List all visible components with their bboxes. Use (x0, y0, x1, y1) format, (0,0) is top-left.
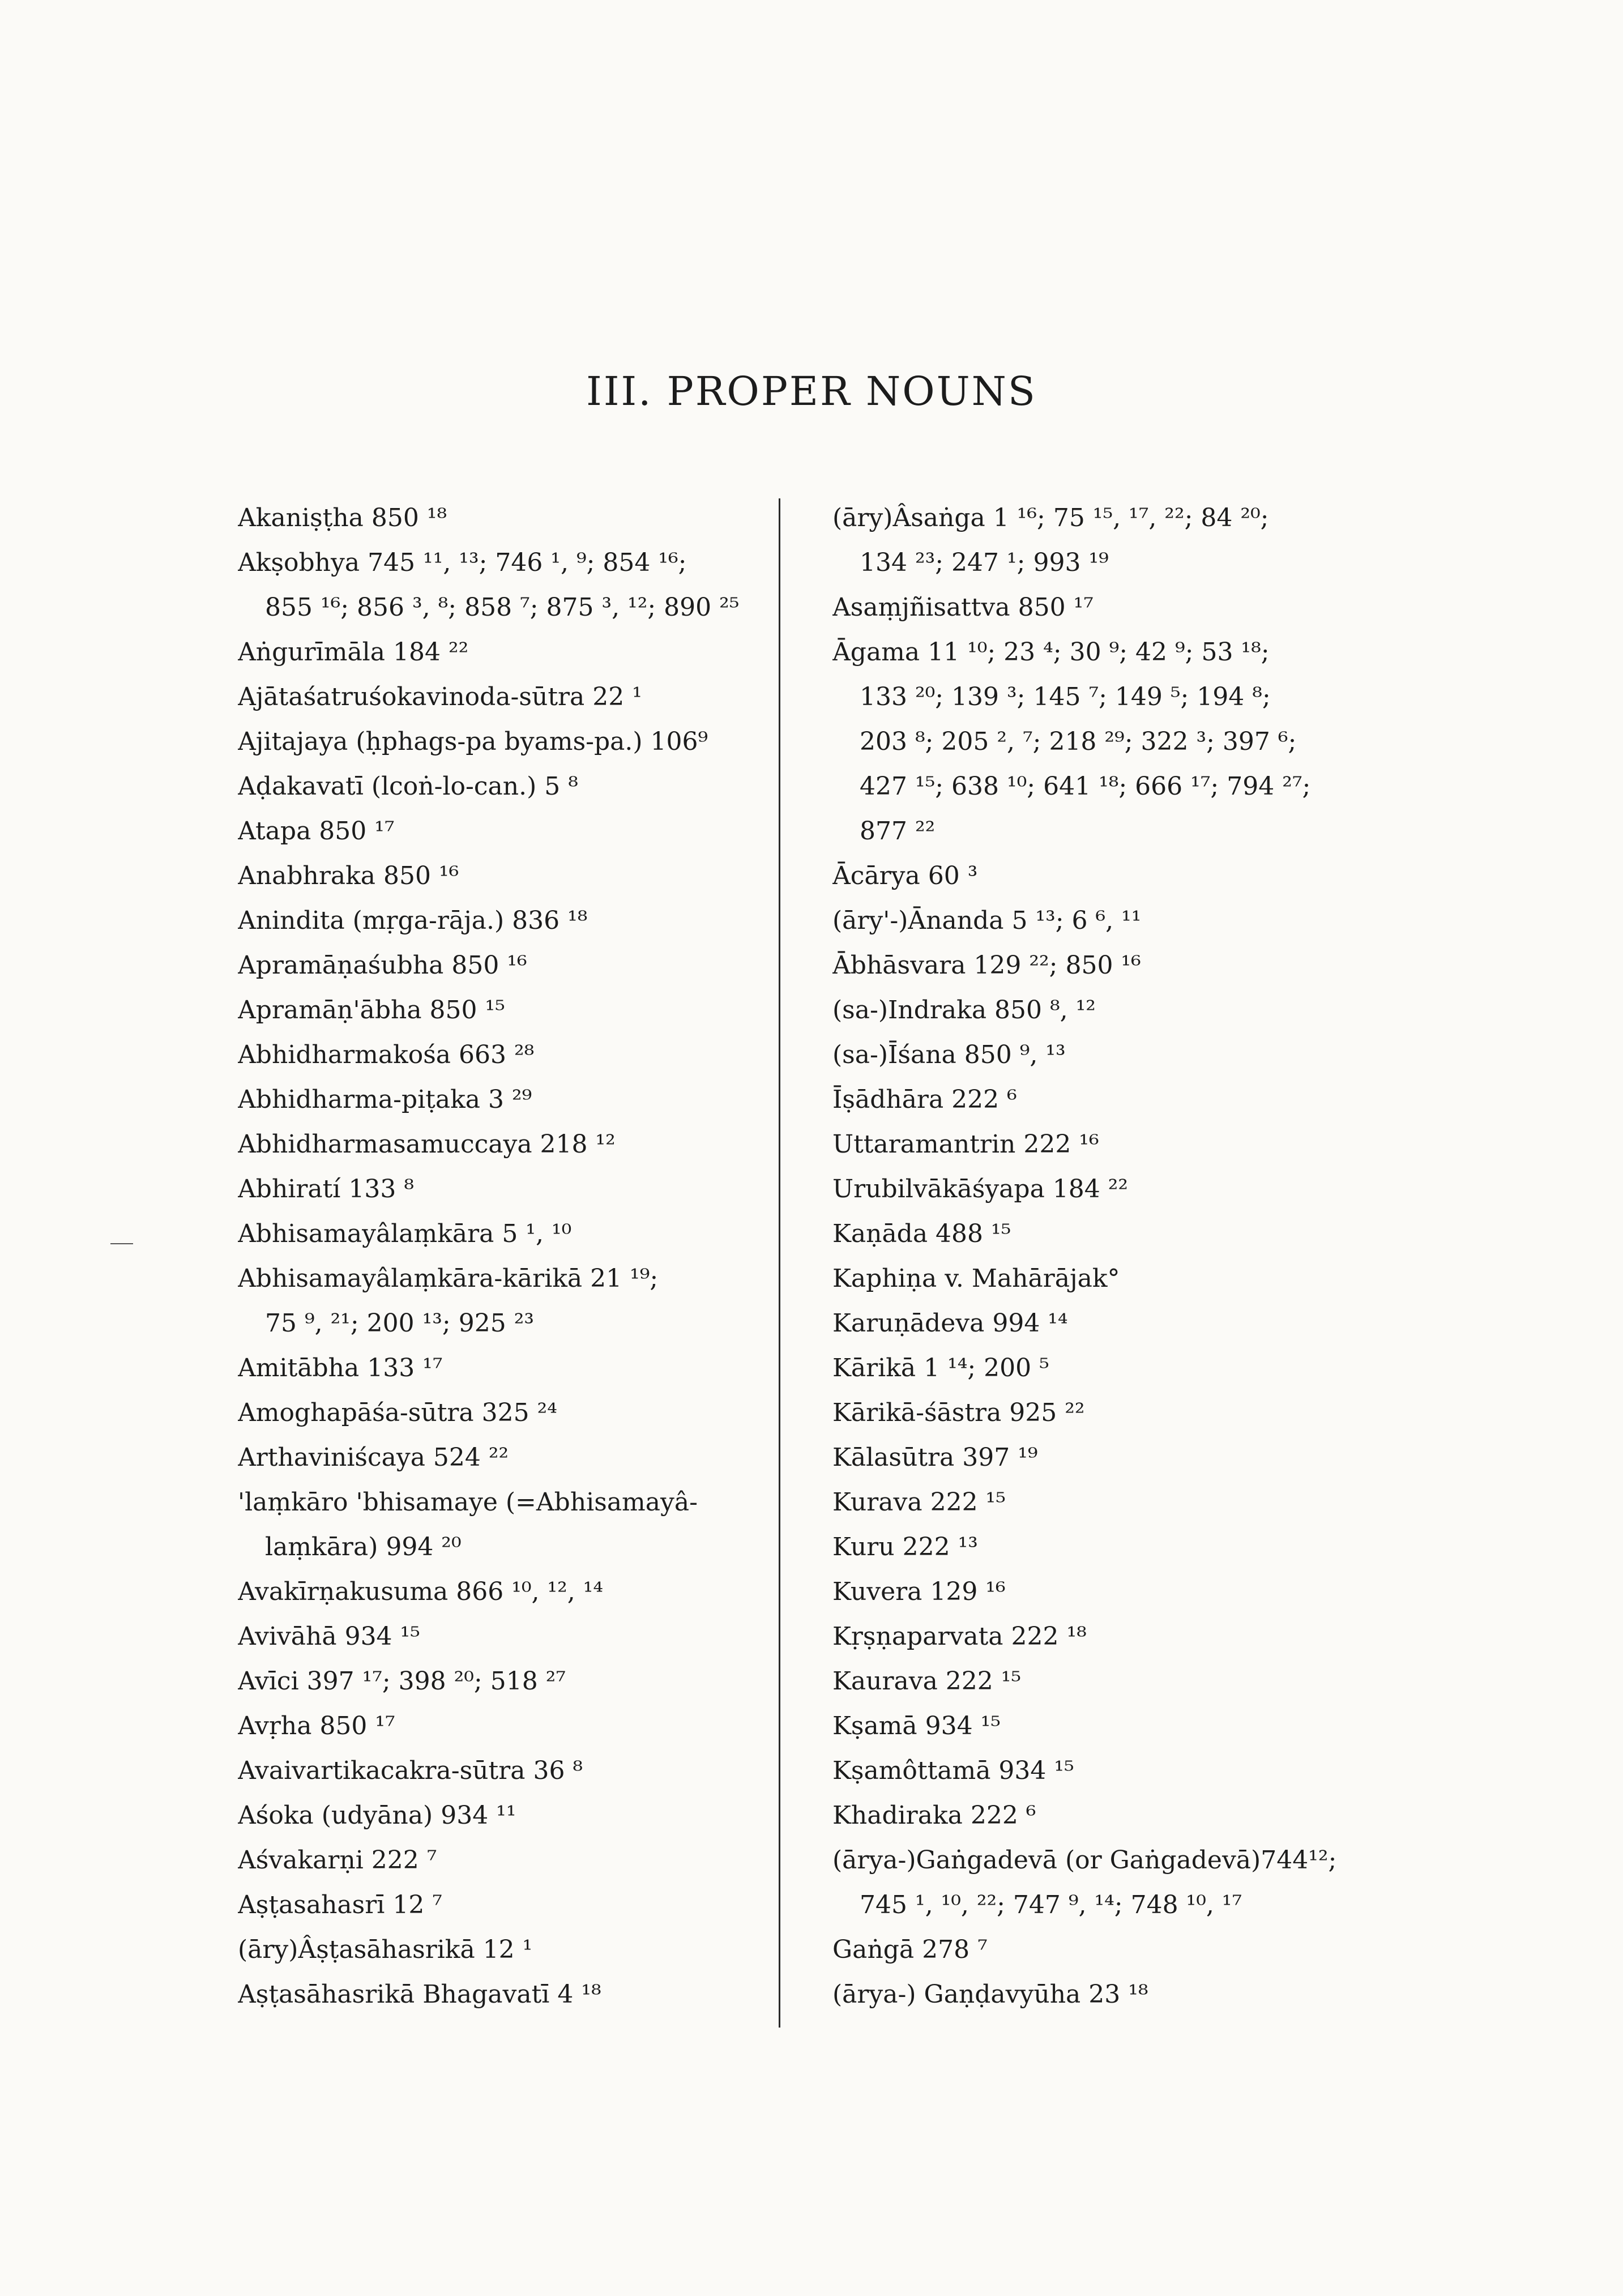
index-entry: Kālasūtra 397 ¹⁹ (832, 1443, 1038, 1472)
index-entry: Abhisamayâlaṃkāra 5 ¹, ¹⁰ (238, 1219, 572, 1248)
page-title: III. PROPER NOUNS (586, 368, 1037, 415)
left-margin-tick (110, 1243, 133, 1244)
index-entry: Anindita (mṛga-rāja.) 836 ¹⁸ (238, 906, 588, 935)
column-divider (779, 498, 780, 2028)
index-entry: Ābhāsvara 129 ²²; 850 ¹⁶ (832, 951, 1141, 980)
index-entry: Aṣṭasahasrī 12 ⁷ (238, 1890, 442, 1919)
index-entry: Avakīrṇakusuma 866 ¹⁰, ¹², ¹⁴ (238, 1577, 604, 1606)
index-entry: Avīci 397 ¹⁷; 398 ²⁰; 518 ²⁷ (238, 1667, 566, 1696)
index-entry: Aśoka (udyāna) 934 ¹¹ (238, 1801, 516, 1830)
index-entry: (sa-)Īśana 850 ⁹, ¹³ (832, 1040, 1066, 1069)
index-entry: Amoghapāśa-sūtra 325 ²⁴ (238, 1398, 557, 1427)
index-entry-continuation: laṃkāra) 994 ²⁰ (265, 1533, 462, 1561)
index-entry: Kuvera 129 ¹⁶ (832, 1577, 1006, 1606)
index-entry: Asaṃjñisattva 850 ¹⁷ (832, 593, 1094, 622)
index-entry-continuation: 75 ⁹, ²¹; 200 ¹³; 925 ²³ (265, 1309, 534, 1338)
index-entry: Abhidharmasamuccaya 218 ¹² (238, 1130, 616, 1159)
index-entry: Kṛṣṇaparvata 222 ¹⁸ (832, 1622, 1087, 1651)
index-entry: Īṣādhāra 222 ⁶ (832, 1085, 1017, 1114)
index-entry: Ajātaśatruśokavinoda-sūtra 22 ¹ (238, 682, 642, 711)
index-entry: Kaṇāda 488 ¹⁵ (832, 1219, 1011, 1248)
index-entry: Avaivartikacakra-sūtra 36 ⁸ (238, 1756, 583, 1785)
index-entry: Aḍakavatī (lcoṅ-lo-can.) 5 ⁸ (238, 772, 578, 801)
index-entry: Aṅgurīmāla 184 ²² (238, 638, 469, 667)
index-entry: Kurava 222 ¹⁵ (832, 1488, 1006, 1517)
index-entry: Amitābha 133 ¹⁷ (238, 1354, 443, 1382)
index-entry: Anabhraka 850 ¹⁶ (238, 861, 459, 890)
index-entry-continuation: 133 ²⁰; 139 ³; 145 ⁷; 149 ⁵; 194 ⁸; (860, 682, 1271, 711)
index-entry: Uttaramantrin 222 ¹⁶ (832, 1130, 1099, 1159)
index-entry: Kṣamôttamā 934 ¹⁵ (832, 1756, 1074, 1785)
index-entry-continuation: 134 ²³; 247 ¹; 993 ¹⁹ (860, 548, 1109, 577)
index-entry-continuation: 855 ¹⁶; 856 ³, ⁸; 858 ⁷; 875 ³, ¹²; 890 ²⁵ (265, 593, 740, 622)
index-entry: Urubilvākāśyapa 184 ²² (832, 1175, 1129, 1204)
index-entry: 'laṃkāro 'bhisamaye (=Abhisamayâ- (238, 1488, 698, 1517)
index-entry: Ajitajaya (ḥphags-pa byams-pa.) 106⁹ (238, 727, 708, 756)
index-entry: (ārya-)Gaṅgadevā (or Gaṅgadevā)744¹²; (832, 1846, 1337, 1875)
index-entry: (ārya-) Gaṇḍavyūha 23 ¹⁸ (832, 1980, 1148, 2009)
index-entry: Kuru 222 ¹³ (832, 1533, 978, 1561)
index-entry: Akaniṣṭha 850 ¹⁸ (238, 503, 447, 532)
right-index-column (832, 496, 1399, 2017)
index-entry: Kaurava 222 ¹⁵ (832, 1667, 1022, 1696)
index-entry: Avivāhā 934 ¹⁵ (238, 1622, 420, 1651)
index-entry: Ācārya 60 ³ (832, 861, 978, 890)
index-entry: Apramāṇaśubha 850 ¹⁶ (238, 951, 527, 980)
index-entry: (āry)Âsaṅga 1 ¹⁶; 75 ¹⁵, ¹⁷, ²²; 84 ²⁰; (832, 503, 1269, 532)
index-entry-continuation: 427 ¹⁵; 638 ¹⁰; 641 ¹⁸; 666 ¹⁷; 794 ²⁷; (860, 772, 1311, 801)
index-entry: Avṛha 850 ¹⁷ (238, 1712, 395, 1740)
index-entry-continuation: 877 ²² (860, 817, 936, 846)
index-entry-continuation: 745 ¹, ¹⁰, ²²; 747 ⁹, ¹⁴; 748 ¹⁰, ¹⁷ (860, 1890, 1242, 1919)
left-index-column (238, 496, 764, 2017)
index-entry: Kṣamā 934 ¹⁵ (832, 1712, 1001, 1740)
index-entry: Aṣṭasāhasrikā Bhagavatī 4 ¹⁸ (238, 1980, 601, 2009)
index-entry: Abhiratí 133 ⁸ (238, 1175, 414, 1204)
index-entry: (āry)Âṣṭasāhasrikā 12 ¹ (238, 1935, 533, 1964)
index-entry: Karuṇādeva 994 ¹⁴ (832, 1309, 1068, 1338)
index-entry: Kaphiṇa v. Mahārājak° (832, 1264, 1120, 1293)
index-entry: Abhisamayâlaṃkāra-kārikā 21 ¹⁹; (238, 1264, 659, 1293)
index-entry: Aśvakarṇi 222 ⁷ (238, 1846, 437, 1875)
index-entry: Kārikā-śāstra 925 ²² (832, 1398, 1085, 1427)
index-entry: Abhidharma-piṭaka 3 ²⁹ (238, 1085, 532, 1114)
index-entry: Khadiraka 222 ⁶ (832, 1801, 1036, 1830)
index-entry: Kārikā 1 ¹⁴; 200 ⁵ (832, 1354, 1049, 1382)
index-entry-continuation: 203 ⁸; 205 ², ⁷; 218 ²⁹; 322 ³; 397 ⁶; (860, 727, 1297, 756)
index-entry: Āgama 11 ¹⁰; 23 ⁴; 30 ⁹; 42 ⁹; 53 ¹⁸; (832, 638, 1270, 667)
index-entry: Akṣobhya 745 ¹¹, ¹³; 746 ¹, ⁹; 854 ¹⁶; (238, 548, 687, 577)
index-entry: Apramāṇ'ābha 850 ¹⁵ (238, 996, 505, 1025)
index-entry: Atapa 850 ¹⁷ (238, 817, 395, 846)
index-entry: Gaṅgā 278 ⁷ (832, 1935, 988, 1964)
index-entry: (sa-)Indraka 850 ⁸, ¹² (832, 996, 1096, 1025)
index-entry: Arthaviniścaya 524 ²² (238, 1443, 509, 1472)
index-entry: (āry'-)Ānanda 5 ¹³; 6 ⁶, ¹¹ (832, 906, 1142, 935)
index-entry: Abhidharmakośa 663 ²⁸ (238, 1040, 535, 1069)
